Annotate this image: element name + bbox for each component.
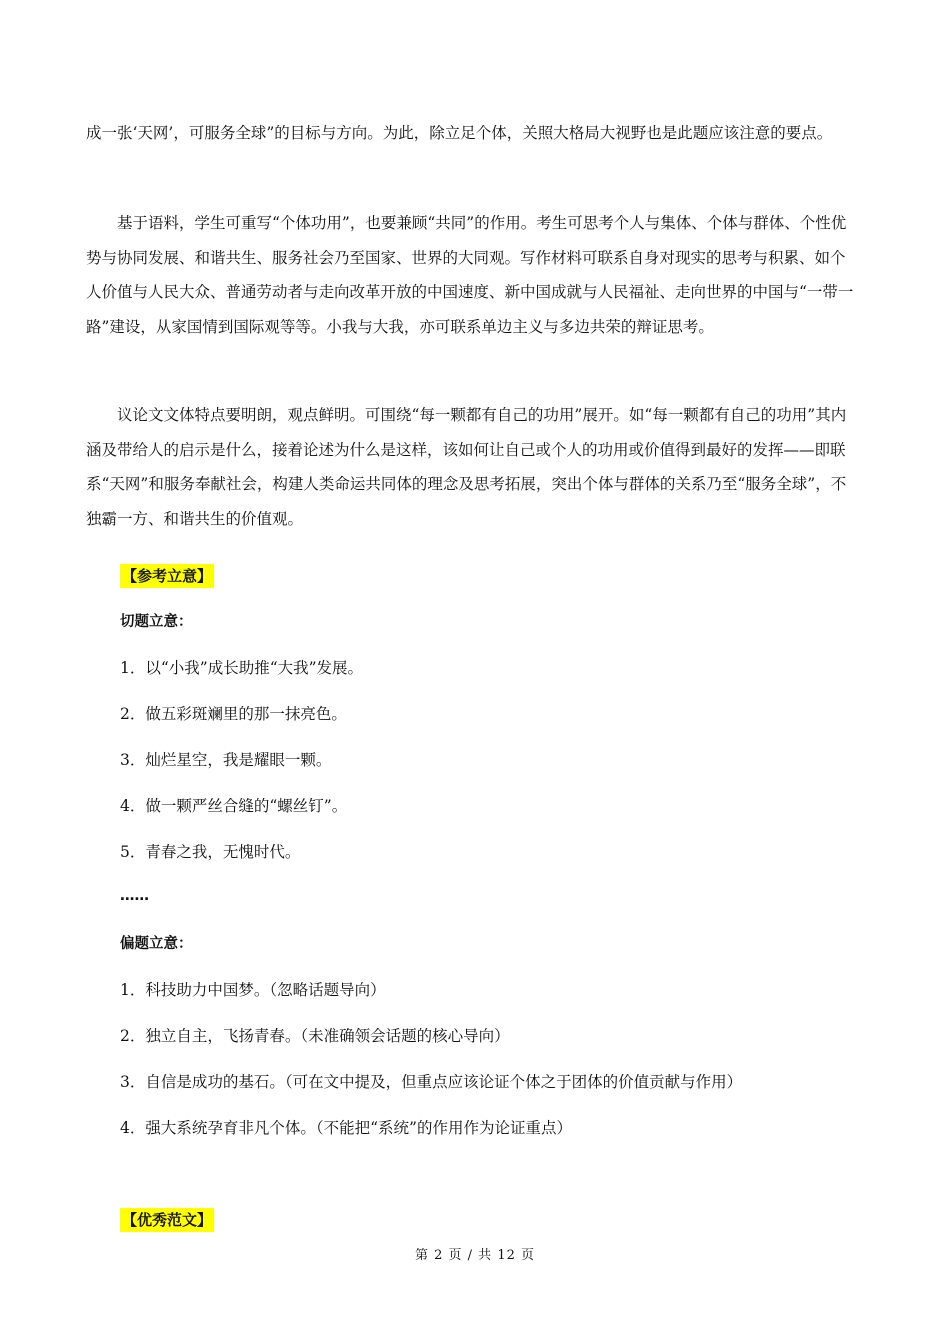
on-topic-title: 切题立意： — [120, 614, 193, 630]
reference-ideas-heading: 【参考立意】 — [120, 564, 214, 588]
off-topic-title: 偏题立意： — [120, 936, 193, 952]
on-topic-ellipsis: …… — [120, 888, 149, 904]
off-topic-item: 2．独立自主，飞扬青春。（未准确领会话题的核心导向） — [120, 1027, 510, 1045]
on-topic-item: 5．青春之我，无愧时代。 — [120, 843, 301, 861]
on-topic-item: 2．做五彩斑斓里的那一抹亮色。 — [120, 705, 347, 723]
off-topic-item: 3．自信是成功的基石。（可在文中提及，但重点应该论证个体之于团体的价值贡献与作用） — [120, 1073, 743, 1091]
paragraph-2: 基于语料，学生可重写“个体功用”，也要兼顾“共同”的作用。考生可思考个人与集体、个体与群体、个性优势与协同发展、和谐共生、服务社会乃至国家、世界的大同观。写作材料可联系自身对现实的思考与积累、如个人价值与人民大众、普通劳动者与走向改革开放的中国速度、新中国成就与人民福祉、走向世界的中国与“一带一路”建设，从家国情到国际观等等。小我与大我，亦可联系单边主义与多边共荣的辩证思考。 — [86, 214, 854, 336]
off-topic-item: 4．强大系统孕育非凡个体。（不能把“系统”的作用作为论证重点） — [120, 1119, 572, 1137]
on-topic-item: 1．以“小我”成长助推“大我”发展。 — [120, 659, 364, 677]
on-topic-item: 4．做一颗严丝合缝的“螺丝钉”。 — [120, 797, 348, 815]
on-topic-item: 3．灿烂星空，我是耀眼一颗。 — [120, 751, 332, 769]
page-footer: 第 2 页 / 共 12 页 — [415, 1248, 535, 1263]
paragraph-1: 成一张‘天网’，可服务全球”的目标与方向。为此，除立足个体，关照大格局大视野也是此题应该注意的要点。 — [86, 124, 833, 142]
sample-essay-heading: 【优秀范文】 — [120, 1208, 214, 1232]
off-topic-item: 1．科技助力中国梦。（忽略话题导向） — [120, 981, 386, 999]
paragraph-3: 议论文文体特点要明朗，观点鲜明。可围绕“每一颗都有自己的功用”展开。如“每一颗都有自己的功用”其内涵及带给人的启示是什么，接着论述为什么是这样，该如何让自己或个人的功用或价值得到最好的发挥——即联系“天网”和服务奉献社会，构建人类命运共同体的理念及思考拓展，突出个体与群体的关系乃至“服务全球”，不独霸一方、和谐共生的价值观。 — [86, 406, 847, 528]
